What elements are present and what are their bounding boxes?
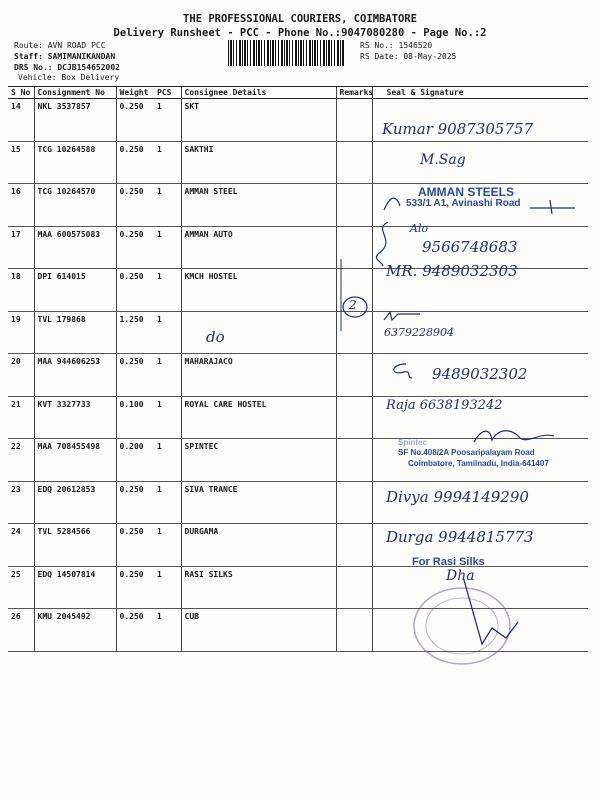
row-consignment: KMU 2045492: [34, 609, 116, 652]
row-pcs: 1: [154, 439, 181, 482]
signature-row16: [380, 188, 580, 218]
row-consignee: SKT: [181, 99, 336, 142]
drs-number: DRS No.: DCJB154652002: [14, 63, 120, 72]
row-weight: 0.250: [116, 524, 154, 567]
col-weight: Weight: [116, 87, 154, 99]
signature-row14: Kumar 9087305757: [382, 120, 534, 138]
row-pcs: 1: [154, 269, 181, 312]
company-title: THE PROFESSIONAL COURIERS, COIMBATORE: [183, 13, 417, 25]
initials-row17: Alo: [410, 222, 429, 235]
phone-row17: 9566748683: [422, 238, 518, 256]
row-sno: 18: [8, 269, 34, 312]
barcode: [228, 40, 344, 66]
row-weight: 0.250: [116, 566, 154, 609]
row-sno: 24: [8, 524, 34, 567]
row-weight: 0.250: [116, 354, 154, 397]
row-consignment: TVL 179868: [34, 311, 116, 354]
row-weight: 0.250: [116, 184, 154, 227]
scribble-row17: [368, 218, 408, 268]
row-sno: 17: [8, 226, 34, 269]
staff-label: Staff: SAMIMANIKANDAN: [14, 52, 116, 61]
table-row: [8, 141, 588, 184]
row-remarks: [336, 184, 372, 227]
row-pcs: 1: [154, 609, 181, 652]
row-remarks: [336, 609, 372, 652]
row-remarks: [336, 354, 372, 397]
amman-stamp-address: 533/1 A1, Avinashi Road: [406, 198, 521, 209]
row-consignee: CUB: [181, 609, 336, 652]
col-sno: S No: [8, 87, 34, 99]
runsheet-subtitle: Delivery Runsheet - PCC - Phone No.:9047080280 - Page No.:2: [113, 27, 487, 39]
row-sno: 16: [8, 184, 34, 227]
col-consignment: Consignment No: [34, 87, 116, 99]
row-sno: 26: [8, 609, 34, 652]
row-weight: 0.250: [116, 481, 154, 524]
row-pcs: 1: [154, 354, 181, 397]
row-pcs: 1: [154, 141, 181, 184]
amman-stamp-name: AMMAN STEELS: [418, 185, 514, 199]
row-pcs: 1: [154, 226, 181, 269]
cub-round-stamp: [400, 578, 600, 668]
row-sno: 19: [8, 311, 34, 354]
col-remarks: Remarks: [336, 87, 372, 99]
table-row: [8, 311, 588, 354]
signature-row20-mark: [386, 360, 416, 380]
rs-date: RS Date: 08-May-2025: [360, 52, 457, 61]
row-consignment: EDQ 14507814: [34, 566, 116, 609]
row-consignee: RASI SILKS: [181, 566, 336, 609]
row-seal: [372, 141, 588, 184]
row-consignment: TVL 5284566: [34, 524, 116, 567]
row-consignee: KMCH HOSTEL: [181, 269, 336, 312]
row-sno: 14: [8, 99, 34, 142]
row-consignment: KVT 3327733: [34, 396, 116, 439]
row-weight: 0.250: [116, 269, 154, 312]
row-remarks: [336, 481, 372, 524]
row-remarks: [336, 524, 372, 567]
row-consignee: SAKTHI: [181, 141, 336, 184]
row-pcs: 1: [154, 99, 181, 142]
row-pcs: 1: [154, 396, 181, 439]
row-remarks: [336, 566, 372, 609]
row-consignee: MAHARAJACO: [181, 354, 336, 397]
row-consignee: SIVA TRANCE: [181, 481, 336, 524]
row-consignment: DPI 614015: [34, 269, 116, 312]
signature-row23: Divya 9994149290: [386, 488, 529, 506]
col-seal: Seal & Signature: [372, 87, 588, 99]
row-pcs: 1: [154, 566, 181, 609]
vehicle-label: Vehicle: Box Delivery: [18, 73, 120, 82]
row-remarks: [336, 396, 372, 439]
row-sno: 23: [8, 481, 34, 524]
signature-row24: Durga 9944815773: [386, 528, 534, 546]
row-weight: 0.250: [116, 99, 154, 142]
row-remarks: [336, 141, 372, 184]
row-sno: 15: [8, 141, 34, 184]
row-consignee: SPINTEC: [181, 439, 336, 482]
ditto-mark: do: [206, 328, 225, 346]
row-consignment: TCG 10264588: [34, 141, 116, 184]
row-consignment: TCG 10264570: [34, 184, 116, 227]
row-consignee: ROYAL CARE HOSTEL: [181, 396, 336, 439]
signature-row22: [470, 424, 560, 448]
phone-row20: 9489032302: [432, 365, 528, 383]
row-pcs: 1: [154, 524, 181, 567]
spintec-stamp-top: Spintec: [398, 438, 427, 447]
signature-row19-mark: [380, 306, 430, 326]
row-weight: 0.200: [116, 439, 154, 482]
row-weight: 0.250: [116, 141, 154, 184]
row-consignment: EDQ 20612853: [34, 481, 116, 524]
col-consignee: Consignee Details: [181, 87, 336, 99]
row-weight: 0.100: [116, 396, 154, 439]
row-pcs: 1: [154, 311, 181, 354]
signature-row21: Raja 6638193242: [386, 398, 503, 413]
row-sno: 20: [8, 354, 34, 397]
row-consignment: NKL 3537857: [34, 99, 116, 142]
spintec-stamp-address: SF No.408/2A Poosaripalayam Road: [398, 448, 535, 457]
row-consignee: DURGAMA: [181, 524, 336, 567]
spintec-stamp-city: Coimbatore, Tamilnadu, India-641407: [408, 459, 549, 468]
signature-row18: MR. 9489032303: [386, 262, 518, 280]
row-remarks: [336, 439, 372, 482]
row-pcs: 1: [154, 481, 181, 524]
row-sno: 21: [8, 396, 34, 439]
row-consignee: AMMAN AUTO: [181, 226, 336, 269]
remark-number: 2: [349, 298, 357, 312]
rasi-stamp: For Rasi Silks: [412, 556, 485, 568]
row-sno: 25: [8, 566, 34, 609]
row-consignment: MAA 600575083: [34, 226, 116, 269]
row-sno: 22: [8, 439, 34, 482]
row-weight: 0.250: [116, 609, 154, 652]
row-consignment: MAA 944606253: [34, 354, 116, 397]
row-weight: 1.250: [116, 311, 154, 354]
row-consignment: MAA 708455498: [34, 439, 116, 482]
table-header-row: [8, 87, 588, 99]
row-consignee: [181, 311, 336, 354]
signature-row15: M.Sag: [420, 152, 466, 168]
row-pcs: 1: [154, 184, 181, 227]
row-remarks: [336, 99, 372, 142]
rs-number: RS No.: 1546520: [360, 41, 433, 50]
col-pcs: PCS: [154, 87, 181, 99]
signature-row25: Dha: [446, 568, 475, 584]
row-weight: 0.250: [116, 226, 154, 269]
phone-row19: 6379228904: [384, 326, 454, 339]
route-label: Route: AVN ROAD PCC: [14, 41, 106, 50]
row-consignee: AMMAN STEEL: [181, 184, 336, 227]
